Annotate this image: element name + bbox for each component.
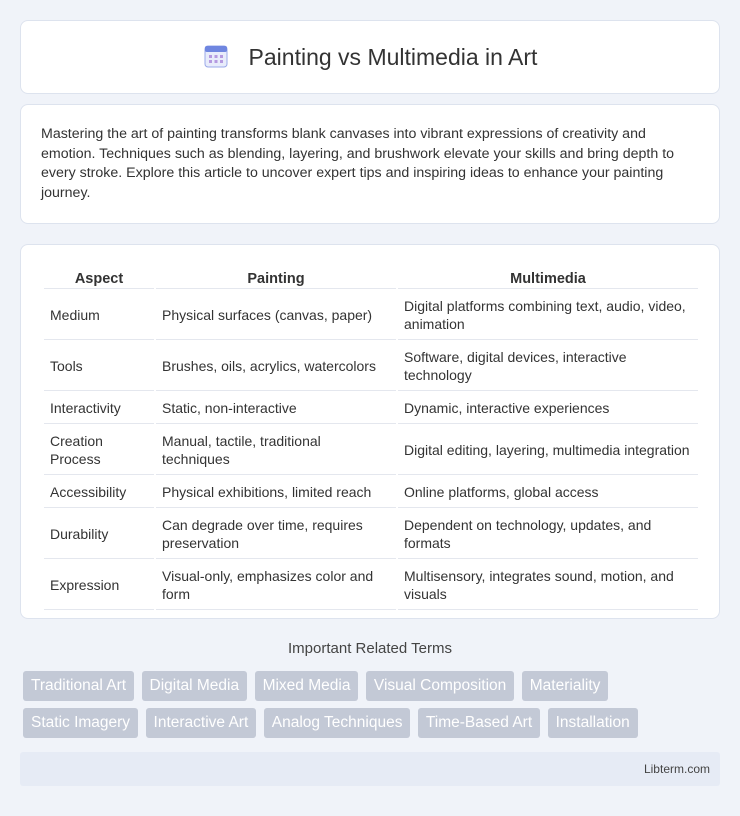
table-cell: Digital platforms combining text, audio, video, animation xyxy=(398,291,698,340)
footer xyxy=(20,752,720,786)
table-cell: Visual-only, emphasizes color and form xyxy=(156,561,396,610)
table-cell: Static, non-interactive xyxy=(156,393,396,424)
tag-installation[interactable]: Installation xyxy=(548,708,638,738)
table-row xyxy=(44,291,698,340)
table-cell: Can degrade over time, requires preservation xyxy=(156,510,396,559)
tag-traditional-art[interactable]: Traditional Art xyxy=(23,671,134,701)
table-cell: Tools xyxy=(44,342,154,391)
table-header-row xyxy=(44,267,698,289)
tag-mixed-media[interactable]: Mixed Media xyxy=(255,671,359,701)
table-cell: Accessibility xyxy=(44,477,154,508)
tag-time-based-art[interactable]: Time-Based Art xyxy=(418,708,540,738)
table-cell: Physical surfaces (canvas, paper) xyxy=(156,291,396,340)
table-row xyxy=(44,477,698,508)
table-cell: Brushes, oils, acrylics, watercolors xyxy=(156,342,396,391)
tag-visual-composition[interactable]: Visual Composition xyxy=(366,671,514,701)
table-cell: Expression xyxy=(44,561,154,610)
table-row xyxy=(44,510,698,559)
table-cell: Durability xyxy=(44,510,154,559)
related-terms-tags xyxy=(23,671,723,745)
column-header-painting: Painting xyxy=(156,267,396,289)
intro-text: Mastering the art of painting transforms blank canvases into vibrant expressions of creativity and emotion. Techniques such as blending, layering, and brushwork elevate your skills and bring depth to every stroke. Explore this article to uncover expert tips and inspiring ideas to enhance your painting journey. xyxy=(41,126,675,201)
column-header-multimedia: Multimedia xyxy=(398,267,698,289)
table-row xyxy=(44,561,698,610)
intro-card xyxy=(20,104,720,224)
column-header-aspect: Aspect xyxy=(44,267,154,289)
table-cell: Dependent on technology, updates, and formats xyxy=(398,510,698,559)
tag-materiality[interactable]: Materiality xyxy=(522,671,609,701)
table-cell: Software, digital devices, interactive technology xyxy=(398,342,698,391)
table-cell: Digital editing, layering, multimedia integration xyxy=(398,426,698,475)
table-cell: Medium xyxy=(44,291,154,340)
table-row xyxy=(44,426,698,475)
footer-site-link[interactable]: Libterm.com xyxy=(643,762,710,776)
tag-analog-techniques[interactable]: Analog Techniques xyxy=(264,708,411,738)
comparison-table-card xyxy=(20,244,720,619)
table-cell: Multisensory, integrates sound, motion, and visuals xyxy=(398,561,698,610)
tag-interactive-art[interactable]: Interactive Art xyxy=(146,708,257,738)
table-cell: Manual, tactile, traditional techniques xyxy=(156,426,396,475)
table-row xyxy=(44,393,698,424)
comparison-table xyxy=(42,265,700,612)
header-card xyxy=(20,20,720,94)
table-cell: Dynamic, interactive experiences xyxy=(398,393,698,424)
page-title: Painting vs Multimedia in Art xyxy=(248,43,538,70)
table-cell: Online platforms, global access xyxy=(398,477,698,508)
table-row xyxy=(44,342,698,391)
table-cell: Physical exhibitions, limited reach xyxy=(156,477,396,508)
related-terms-title: Important Related Terms xyxy=(288,640,452,657)
tag-static-imagery[interactable]: Static Imagery xyxy=(23,708,138,738)
table-cell: Interactivity xyxy=(44,393,154,424)
tag-digital-media[interactable]: Digital Media xyxy=(142,671,248,701)
table-cell: Creation Process xyxy=(44,426,154,475)
calendar-icon xyxy=(203,43,229,69)
